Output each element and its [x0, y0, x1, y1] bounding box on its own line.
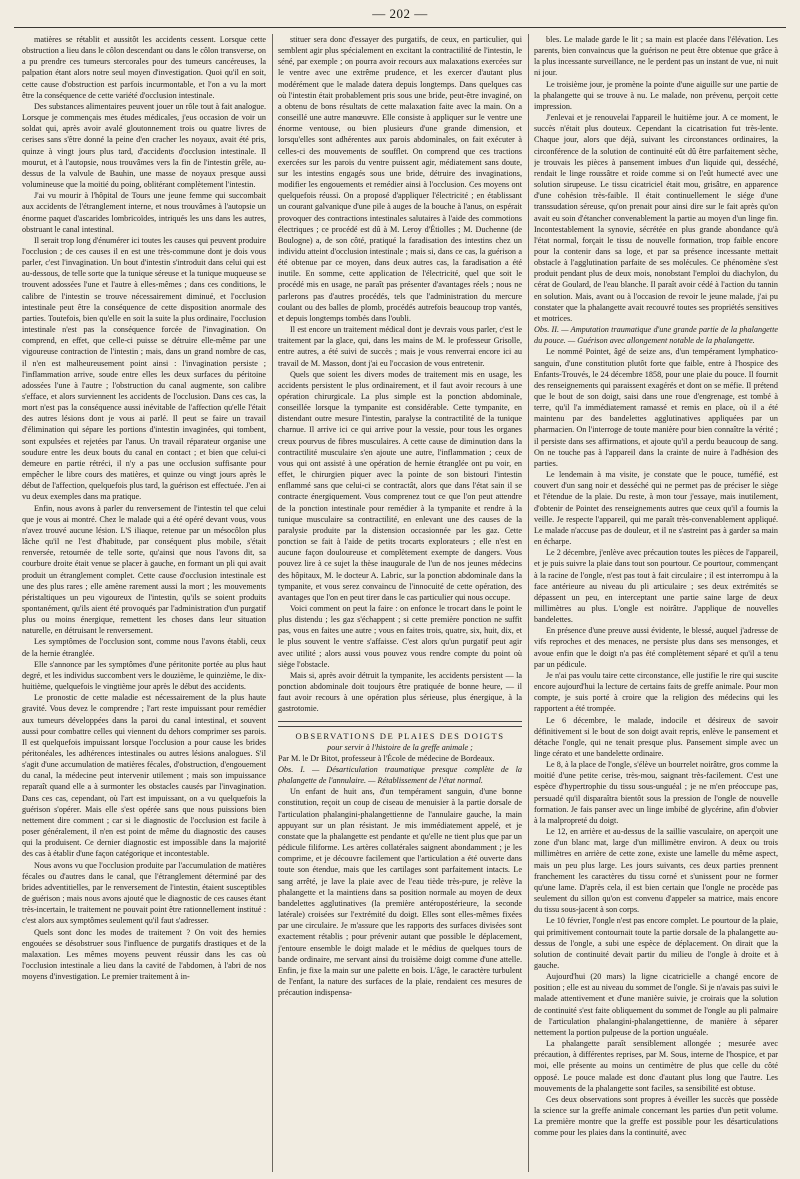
- paragraph: Le 2 décembre, j'enlève avec précaution toutes les pièces de l'appareil, et je puis suivre la plaie dans tout son pourtour. Ce pourtour, commençant à la racine de l'ongle, n'est pas tout à fait circulaire ; il est interrompu à la face antérieure au niveau du pli articulaire ; ses deux extrémités se dépassent un peu, en interceptant une partie saine large de deux millimètres au plus. L'ongle est noirâtre. J'applique de nouvelles bandelettes.: [534, 548, 778, 625]
- paragraph: Quels que soient les divers modes de traitement mis en usage, les accidents persistent le plus ordinairement, et il faut avoir recours à une opération chirurgicale. La plus simple est la ponction abdominale, conseillée lorsque la tympanite est considérable. Cette tympanite, en distendant outre mesure l'intestin, paralyse la contractilité de la tunique charnue. Il arrive ici ce qui arrive pour la vessie, pour tous les organes creux pourvus de fibres musculaires. A cette cause de diminution dans la contractilité musculaire s'en ajoute une autre, l'inflammation ; ceux de vous qui ont assisté à une opération de hernie étranglée ont pu voir, en effet, le chirurgien piquer avec la pointe de son bistouri l'intestin enflammé sans que celui-ci se contractât, alors que dans l'état sain il se contracte énergiquement. Vous comprenez tout ce que l'on peut attendre de la ponction intestinale pour remédier à la tympanite et rendre à la tunique musculaire sa contractilité, en enlevant une des causes de la paralysie produite par la distension occasionnée par les gaz. Cette ponction se fait à l'aide de petits trocarts explorateurs ; elle n'est en aucune façon douloureuse et complètement exempte de dangers. Vous pouvez lire à ce sujet la thèse inaugurale de l'un de nos jeunes médecins des hôpitaux, M. le docteur A. Labric, sur la ponction abdominale dans la tympanite, et vous serez convaincu de l'innocuité de cette opération, des avantages que l'on en peut tirer dans le cas particulier qui nous occupe.: [278, 369, 522, 602]
- paragraph: Il est encore un traitement médical dont je devrais vous parler, c'est le traitement par la glace, qui, dans les mains de M. le professeur Grisolle, entre autres, a été suivi de succès ; mais je vous renverrai encore ici au travail de M. Masson, dont j'ai eu l'occasion de vous entretenir.: [278, 325, 522, 368]
- paragraph: Le nommé Pointet, âgé de seize ans, d'un tempérament lymphatico-sanguin, d'une constitution plutôt forte que faible, entre à l'hospice des Enfants-Trouvés, le 24 décembre 1858, pour une plaie du pouce. Il fournit des renseignements qui paraissent exagérés et dont on se méfie. Il prétend que le bout de son doigt, saisi dans une roue d'engrenage, est tombé à terre, qu'il l'a immédiatement ramassé et remis en place, où il a été maintenu par des bandelettes agglutinatives appliquées par un pharmacien. On l'interroge de toute manière pour bien connaître la vérité ; il persiste dans ses affirmations, et ajoute qu'il a perdu beaucoup de sang. On ne touche pas à l'appareil dans la crainte de nuire à l'adhésion des parties.: [534, 347, 778, 468]
- paragraph: La phalangette paraît sensiblement allongée ; mesurée avec précaution, à différentes reprises, par M. Sous, interne de l'hospice, et par moi, elle présente au moins un centimètre de plus que celle du côté opposé. Le pouce malade est donc d'autant plus long que l'autre. Les mouvements de la phalangette sont faciles, sa sensibilité est obtuse.: [534, 1039, 778, 1093]
- paragraph: Le 10 février, l'ongle n'est pas encore complet. Le pourtour de la plaie, qui primitivement contournait toute la partie dorsale de la phalangette au-dessus de l'ongle, a subi une espèce de déplacement. On dirait que la solution de continuité devait partir du milieu de l'ongle à droite et à gauche.: [534, 916, 778, 970]
- paragraph: Un enfant de huit ans, d'un tempérament sanguin, d'une bonne constitution, reçoit un coup de ciseau de menuisier à la partie dorsale de l'articulation phalangini-phalangettienne de l'annulaire gauche, la main appuyant sur un plan résistant. Je mis immédiatement appelé, et je constate que la phalangette est pendante et qu'elle ne tient plus que par un pédicule filiforme. Les artères collatérales saignent abondamment ; je les comprime, et je découvre facilement que l'articulation a été ouverte dans toute son étendue, mais que les cartilages sont parfaitement intacts. Le sang arrêté, je lave la plaie avec de l'eau tiède très-pure, je relève la phalangette et la maintiens dans sa position normale au moyen de deux bandelettes agglutinatives (la première antéropostérieure, la seconde latérale) croisées sur l'extrémité du doigt. Elles sont elles-mêmes fixées par une circulaire. Je m'assure que les rapports des surfaces divisées sont exactement rétablis ; pour prévenir autant que possible le déplacement, j'entoure ensemble le doigt malade et le médius de quelques tours de bande ordinaire, me servant ainsi du troisième doigt comme d'une attelle. Enfin, je fixe la main sur une palette en bois. L'âge, le caractère turbulent de l'enfant, la nature des surfaces de la plaie, rendaient ces mesures de précaution indispensa-: [278, 787, 522, 998]
- paragraph: Le lendemain à ma visite, je constate que le pouce, tuméfié, est couvert d'un sang noir et desséché qui ne permet pas de préciser le siège et l'étendue de la plaie. Du reste, à mon tour j'essaye, mais inutilement, d'obtenir de Pointet des renseignements autres que ceux qu'il a fournis la veille. Je respecte l'appareil, qui me paraît très-convenablement appliqué. Le malade n'accuse pas de douleur, et il ne s'astreint pas à garder sa main en écharpe.: [534, 470, 778, 547]
- text-column-1: [22, 34, 266, 1172]
- section-title: OBSERVATIONS DE PLAIES DES DOIGTS: [295, 730, 505, 741]
- paragraph: J'ai vu mourir à l'hôpital de Tours une jeune femme qui succombait aux accidents de l'étranglement interne, et nous trouvâmes à l'autopsie un énorme paquet d'ascarides lombricoïdes, intriqués les uns dans les autres, obstruant le canal intestinal.: [22, 191, 266, 234]
- text-column-2: [278, 34, 522, 1172]
- observation-1-heading: Obs. I. — Désarticulation traumatique presque complète de la phalangette de l'annulaire. — Rétablissement de l'état normal.: [278, 765, 522, 786]
- paragraph: J'enlevai et je renouvelai l'appareil le huitième jour. A ce moment, le succès n'était plus douteux. Cependant la cicatrisation fut très-lente. Chaque jour, alors que déjà, suivant les circonstances ordinaires, la circonférence de la solution de continuité eût dû être parfaitement sèche, je trouvais les pièces à pansement imbues d'un liquide qui, desséché, rendait le linge roussâtre et roide comme si on l'eût humecté avec une solution sirupeuse. Le tissu cicatriciel était mou, grisâtre, en apparence d'une cohésion très-faible. Il était continuellement le siége d'une transsudation séreuse, qu'on prenait pour ainsi dire sur le fait après qu'on avait eu soin d'étancher convenablement la partie au moyen d'un linge fin. Incontestablement la synovie, sécrétée en plus grande abondance qu'à l'état normal, forçait le tissu de nouvelle formation, trop faible encore pour la contenir dans sa loge, et par sa présence incessante mettait obstacle à l'agglutination parfaite de ses molécules. Ce phénomène s'est produit pendant plus de deux mois, nonobstant l'emploi du diachylon, du cérat de Goulard, de l'eau blanche. Il paraît avoir cédé à l'action du tannin en solution. Mais, avant ou à l'occasion de revoir le jeune malade, j'ai pu constater que la phalangette avait recouvré toutes ses propriétés sensitives et motrices.: [534, 113, 778, 323]
- text-column-3: [534, 34, 778, 1172]
- column-separator-1: [272, 34, 273, 1172]
- paragraph: stituer sera donc d'essayer des purgatifs, de ceux, en particulier, qui semblent agir plus spécialement en excitant la contractilité de l'intestin, le séné, par exemple ; on pourra avoir recours aux malaxations exercées sur le ventre avec une extrême prudence, et les exercer d'autant plus modérément que le malade datera depuis longtemps. Dans quelques cas où l'intestin était probablement pris sous une bride, peut-être invaginé, on a obtenu de bons résultats de cette malaxation faite avec la main. On a conseillé une autre manœuvre. Elle consiste à appliquer sur le ventre une énorme ventouse, ou bien plusieurs d'une grande dimension, et lorsqu'elles sont adhérentes aux parois abdominales, on fait exécuter à celles-ci des mouvements de soufflet. On comprend que ces tractions exercées sur les parois du ventre puissent agir, médiatement sans doute, sur les intestins engagés sous une bride, détruire des invaginations, modifier les engouements et remédier ainsi à l'occlusion. Ces moyens ont quelquefois réussi. On a proposé d'appliquer l'électricité ; en établissant un courant galvanique d'une pile à auges de la bouche à l'anus, on espérait provoquer des contractions intestinales salutaires à l'aide des commotions électriques ; ce procédé est dû à M. Leroy d'Étiolles ; M. Duchenne (de Boulogne) a, de son côté, pratiqué la faradisation des intestins chez un individu atteint d'occlusion intestinale ; mais si, dans ce cas, la guérison a été obtenue par ce moyen, dans deux autres cas, la faradisation a été inutile. En somme, cette application de l'électricité, quel que soit le procédé mis en usage, ne paraît pas présenter d'avantages réels ; nous ne parlerons pas d'autres procédés, tels que l'administration du mercure coulant ou des balles de plomb, procédés autrefois beaucoup trop vantés, et depuis longtemps tombés dans l'oubli.: [278, 35, 522, 323]
- column-separator-2: [528, 34, 529, 1172]
- paragraph: Des substances alimentaires peuvent jouer un rôle tout à fait analogue. Lorsque je commençais mes études médicales, j'eus occasion de voir un soldat qui, après avoir avalé gloutonnement trois ou quatre livres de cerises sans s'être donné la peine d'en cracher les noyaux, avait été pris, quinze à vingt jours plus tard, d'accidents d'occlusion intestinale. Il mourut, et à l'autopsie, nous trouvâmes vers la fin de l'intestin grêle, au-dessus de la valvule de Bauhin, une masse de noyaux presque aussi volumineuse que la moitié du poing, oblitérant complètement l'intestin.: [22, 101, 266, 190]
- paragraph: Elle s'annonce par les symptômes d'une péritonite portée au plus haut degré, et les individus succombent vers le douzième, le quinzième, le dix-huitième, quelquefois le vingtième jour après le début des accidents.: [22, 659, 266, 692]
- paragraph: Voici comment on peut la faire : on enfonce le trocart dans le point le plus distendu ; les gaz s'échappent ; si cette première ponction ne suffit pas, vous en faites une autre ; vous en faites trois, quatre, six, huit, dix, et le plus souvent le ventre s'affaisse. C'est alors qu'un purgatif peut agir avec utilité ; alors aussi vous pouvez vous rendre compte du point où siège l'obstacle.: [278, 603, 522, 669]
- section-divider-ornament: [278, 721, 522, 727]
- paragraph: Ces deux observations sont propres à éveiller les succès que possède la science sur la greffe animale concernant les parties d'un petit volume. La première montre que la greffe est possible pour les désarticulations comme pour les plaies dans la continuité, avec: [534, 1094, 778, 1138]
- page-number: — 202 —: [372, 6, 428, 21]
- paragraph: Aujourd'hui (20 mars) la ligne cicatricielle a changé encore de position ; elle est au niveau du sommet de l'ongle. Si je n'avais pas suivi le malade attentivement et d'une manière suivie, je croirais que la solution de continuité s'est faite obliquement du sommet de l'ongle au pli palmaire de l'articulation phalangini-phalangettienne, de manière à séparer nettement la portion pulpeuse de la portion unguéale.: [534, 972, 778, 1037]
- paragraph: Nous avons vu que l'occlusion produite par l'accumulation de matières fécales ou d'autres dans le canal, que l'étranglement déterminé par des brides adventitielles, par le renversement de l'intestin, étaient susceptibles de guérison ; mais nous avons ajouté que le diagnostic de ces causes étant très-incertain, le traitement ne pouvait point être rationnellement institué : c'est alors aux symptômes seulement qu'il faut s'adresser.: [22, 860, 266, 926]
- paragraph: Le 8, à la place de l'ongle, s'élève un bourrelet noirâtre, gros comme la moitié d'une petite cerise, très-mou, saignant très-facilement. C'est une espèce d'hypertrophie du tissu sous-unguéal ; je ne m'en préoccupe pas, persuadé qu'il disparaîtra bientôt sous la pression de l'ongle de nouvelle formation. Je fais panser avec un linge imbibé de glycérine, afin d'obvier à la malpropreté du doigt.: [534, 760, 778, 825]
- paragraph: Il serait trop long d'énumérer ici toutes les causes qui peuvent produire l'occlusion ; de ces causes il en est une très-commune dont je dois vous parler, c'est l'invagination. Un bout d'intestin s'introduit dans celui qui est au-dessous, de telle sorte que la tunique séreuse et la tunique muqueuse se trouvent adossées l'une et l'autre à elles-mêmes ; dans ces conditions, le calibre de l'intestin se trouve nécessairement diminué, et l'occlusion intestinale peut être la conséquence de cette disposition anormale des parties. Toutefois, bien qu'elle en soit la suite la plus ordinaire, l'occlusion intestinale n'est pas la conséquence forcée de l'invagination. On comprend, en effet, que celle-ci puisse se détruire elle-même par une vigoureuse contraction de l'intestin ; mais, dans un grand nombre de cas, il n'en est malheureusement point ainsi : l'invagination persiste ; l'inflammation arrive, soude entre elles les deux surfaces du péritoine adossées l'une à l'autre ; l'obstruction du canal augmente, son calibre s'efface, et alors surviennent les accidents de l'occlusion. Dans ces cas, la mort n'est pas la conséquence aussi inévitable de l'affection qu'elle l'était des autres lésions dont je vous ai parlé. Il peut se faire un travail d'élimination qui sépare les portions d'intestin invaginées, qui tombent, sont expulsées et rejetées par l'anus. Un travail réparateur organise une soudure entre les deux bouts du canal en contact ; et bien que celui-ci demeure en partie rétréci, il n'y a pas une occlusion suffisante pour empêcher le libre cours des matières, et quinze ou vingt jours après le début de l'affection, quelquefois plus tard, la guérison est effectuée. J'en ai vu deux exemples dans ma pratique.: [22, 235, 266, 502]
- paragraph: Le pronostic de cette maladie est nécessairement de la plus haute gravité. Vous devez le comprendre ; l'art reste impuissant pour remédier aux tumeurs développées dans la paroi du canal intestinal, et souvent aussi pour combattre celles qui viennent du dehors comprimer ses parois. Il est quelquefois impuissant lorsque l'occlusion a pour cause les brides péritonéales, les adhérences intestinales ou autres lésions analogues. S'il s'agit d'une accumulation de matières fécales, d'obstruction, d'engouement du canal, la médecine peut intervenir utilement ; mais son impuissance reparaît quand elle a à surmonter les obstacles causés par l'invagination. Dans ces cas, cependant, où l'art est impuissant, on a vu quelquefois la guérison s'opérer. Mais elle s'est opérée sans que nous puissions bien nettement dire comment ; car si le diagnostic de l'occlusion est facile à poser généralement, il n'en est point de même du diagnostic des causes qui la produisent. Ce dernier diagnostic est impossible dans la majorité des cas à établir d'une façon catégorique et incontestable.: [22, 693, 266, 859]
- paragraph: Je n'ai pas voulu taire cette circonstance, elle justifie le rire qui suscite encore aujourd'hui la lecture de certains faits de greffe animale. Pour mon compte, je suis porté à croire que la religion des médecins qui les rapportent a été trompée.: [534, 670, 778, 714]
- paragraph: Enfin, nous avons à parler du renversement de l'intestin tel que celui que je vous ai montré. Chez le malade qui a été opéré devant vous, vous n'avez trouvé aucune lésion. L'S iliaque, retenue par un mésocôlon plus lâche qu'il ne l'est d'habitude, par conséquent plus mobile, s'était renversée, retournée de telle sorte, qu'ainsi que nous l'avons dit, sa courbure droite était venue se placer à gauche, en formant un pli qui avait produit un étranglement complet. Cette cause d'occlusion intestinale est une des plus rares ; elle amène rarement aussi la mort ; les mouvements péristaltiques un peu vigoureux de l'intestin, qu'ils se soient produits spontanément, qu'ils aient été provoqués par l'administration d'un purgatif plus ou moins énergique, remettent les choses dans leur situation naturelle, en détruisant le renversement.: [22, 503, 266, 636]
- header-rule: [14, 27, 786, 28]
- article-author: Par M. le Dr Bitot, professeur à l'École de médecine de Bordeaux.: [278, 753, 495, 763]
- paragraph: Le troisième jour, je promène la pointe d'une aiguille sur une partie de la phalangette qui se trouve à nu. Le malade, non prévenu, perçoit cette impression.: [534, 79, 778, 111]
- paragraph: En présence d'une preuve aussi évidente, le blessé, auquel j'adresse de vifs reproches et des menaces, ne persiste plus dans ses mensonges, et avoue enfin que le doigt n'a pas été complètement séparé et qu'il a tenu par un pédicule.: [534, 626, 778, 669]
- paragraph: matières se rétablit et aussitôt les accidents cessent. Lorsque cette obstruction a lieu dans le côlon descendant ou dans le côlon transverse, on a pu prendre ces tumeurs stercorales pour des tumeurs cancéreuses, la palpation étant alors notre seul moyen d'investigation. Quoi qu'il en soit, cette cause d'obstruction est parfois incurmontable, et l'on a vu la mort être la conséquence de cette variété d'occlusion intestinale.: [22, 35, 266, 100]
- observation-2-heading: Obs. II. — Amputation traumatique d'une grande partie de la phalangette du pouce. — Guérison avec allongement notable de la phalangette.: [534, 325, 778, 346]
- paragraph: Les symptômes de l'occlusion sont, comme nous l'avons établi, ceux de la hernie étranglée.: [22, 637, 266, 658]
- paragraph: Le 12, en arrière et au-dessus de la saillie vasculaire, on aperçoit une zone d'un blanc mat, large d'un millimètre environ. A deux ou trois millimètres en arrière de cette zone, existe une lamelle du même aspect, mais un peu plus large. Les jours suivants, ces deux parties prennent franchement les caractères du tissu corné et s'unissent pour ne former qu'une lame. D'après cela, il est bien certain que l'ongle ne procède pas seulement du sillon qu'on est convenu d'appeler sa matrice, mais encore du tissu sous-jacent à son corps.: [534, 827, 778, 915]
- paragraph: Quels sont donc les modes de traitement ? On voit des hernies engouées se désobstruer sous l'influence de purgatifs drastiques et de la malaxation. Les mêmes moyens peuvent réussir dans les cas où l'occlusion intestinale a lieu dans la cavité de l'abdomen, à l'abri de nos moyens d'investigation. Le premier traitement à in-: [22, 927, 266, 982]
- paragraph: bles. Le malade garde le lit ; sa main est placée dans l'élévation. Les parents, bien convaincus que la guérison ne peut être obtenue que grâce à la plus incessante surveillance, ne le perdent pas un instant de vue, ni nuit ni jour.: [534, 35, 778, 78]
- paragraph: Le 6 décembre, le malade, indocile et désireux de savoir définitivement si le bout de son doigt avait repris, enlève le pansement et détache l'ongle, qui ne tenait presque plus. Pansement simple avec un linge cérato et une bandelette ordinaire.: [534, 715, 778, 758]
- section-subtitle: pour servir à l'histoire de la greffe animale ;: [327, 742, 473, 752]
- paragraph: Mais si, après avoir détruit la tympanite, les accidents persistent — la ponction abdominale doit toujours être pratiquée de bonne heure, — il faut avoir recours à une opération plus sérieuse, plus énergique, à la gastrotomie.: [278, 670, 522, 714]
